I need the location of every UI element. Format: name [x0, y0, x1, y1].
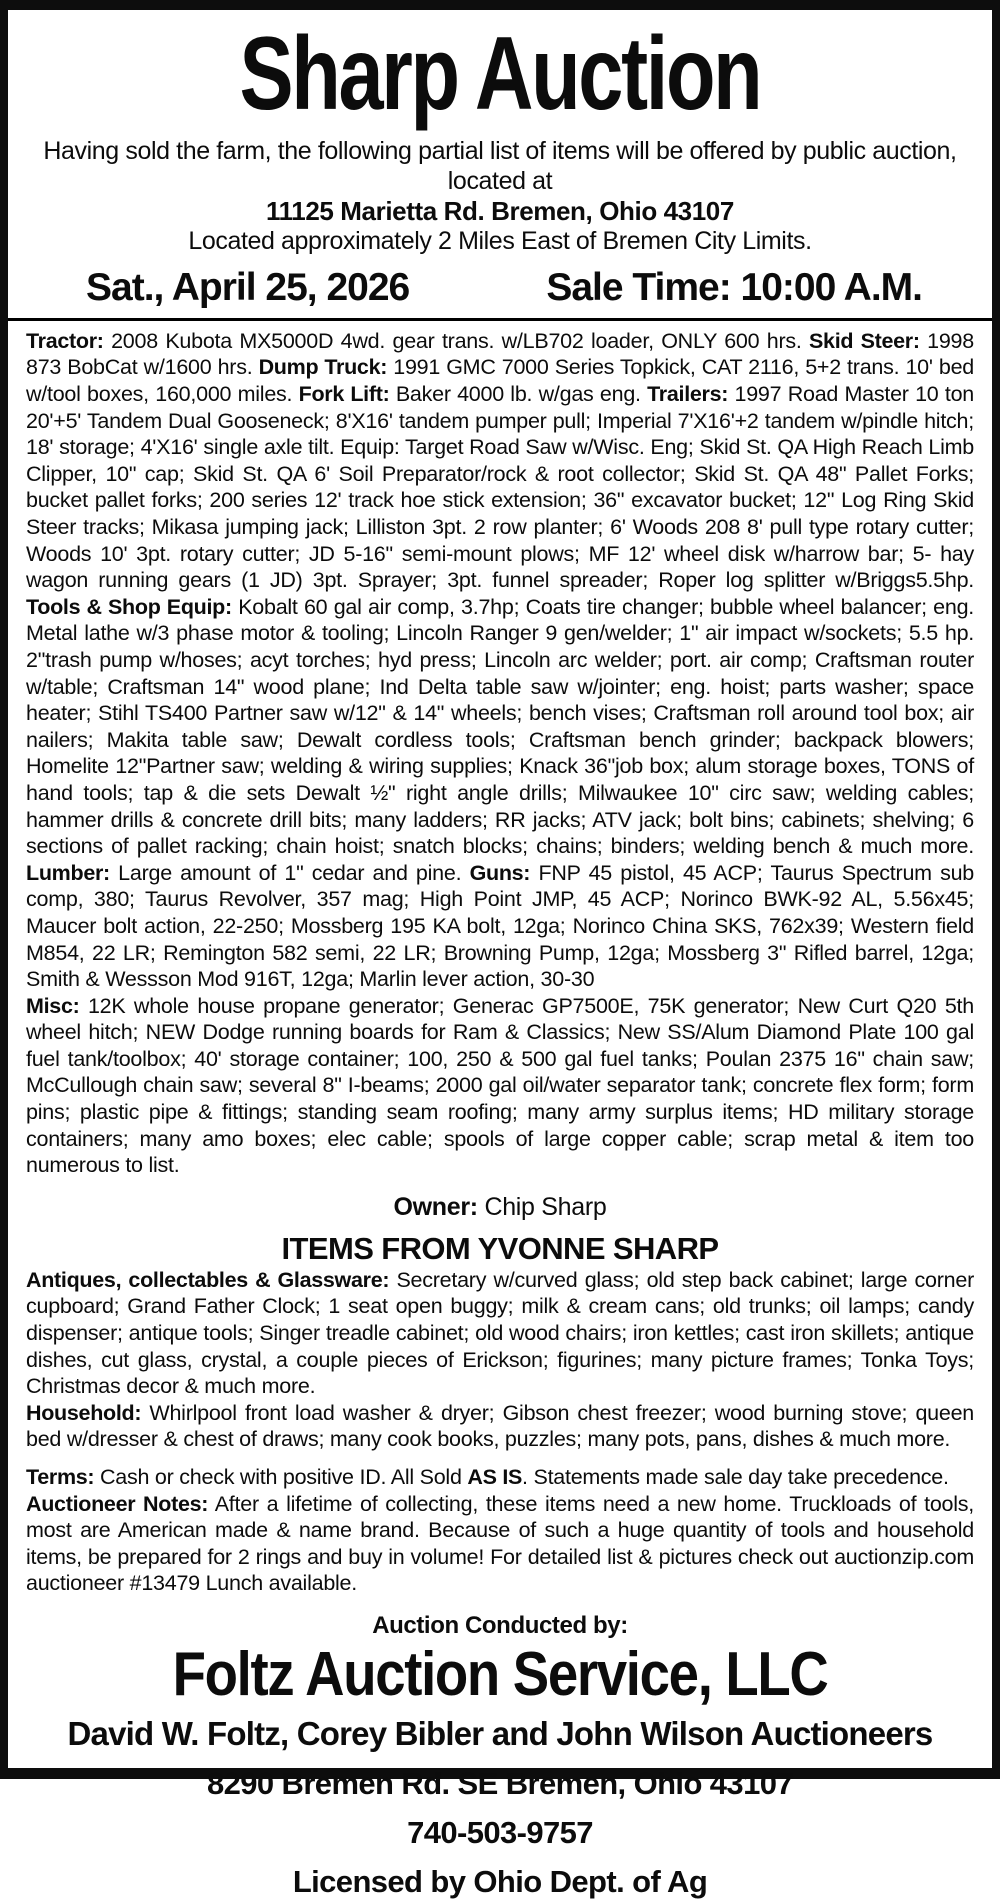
license-line: Licensed by Ohio Dept. of Ag: [292, 1864, 708, 1900]
intro-block: [26, 136, 974, 256]
footer: [26, 1639, 974, 1709]
sale-address: 11125 Marietta Rd. Bremen, Ohio 43107: [266, 196, 734, 226]
terms-paragraph: Terms: Cash or check with positive ID. All Sold AS IS. Statements made sale day take precedence.: [26, 1465, 949, 1489]
misc-listing-paragraph: Misc: 12K whole house propane generator; Generac GP7500E, 75K generator; New Curt Q20 5th wheel hitch; NEW Dodge running boards for Ram & Classics; New SS/Alum Diamond Plate 100 gal fuel tank/toolbox; 40' storage container; 100, 250 & 500 gal fuel tanks; Poulan 2375 16" chain saw; McCullough chain saw; several 8" I-beams; 2000 gal oil/water separator tank; concrete flex form; form pins; plastic pipe & fittings; standing seam roofing; many army surplus items; HD military storage containers; many amo boxes; elec cable; spools of large copper cable; scrap metal & item too numerous to list.: [26, 993, 974, 1178]
phone-number: 740-503-9757: [407, 1815, 593, 1851]
sale-date: Sat., April 25, 2026: [86, 266, 410, 309]
auctioneer-notes-paragraph: Auctioneer Notes: After a lifetime of collecting, these items need a new home. Truckloads of tools, most are American made & name brand. Because of such a huge quantity of tools and household items, be prepared for 2 rings and buy in volume! For detailed list & pictures check out auctionzip.com auctioneer #13479 Lunch available.: [26, 1491, 974, 1596]
antiques-paragraph: Antiques, collectables & Glassware: Secretary w/curved glass; old step back cabinet; large corner cupboard; Grand Father Clock; 1 seat open buggy; milk & cream cans; old trunks; oil lamps; candy dispenser; antique tools; Singer treadle cabinet; old wood chairs; iron kettles; cast iron skillets; antique dishes, cut glass, crystal, a couple pieces of Erickson; figurines; many picture frames; Tonka Toys; Christmas decor & much more.: [26, 1267, 975, 1399]
conducted-by-label: Auction Conducted by:: [372, 1611, 628, 1639]
date-row: [86, 266, 922, 311]
header: [26, 16, 974, 132]
page-title: Sharp Auction: [239, 16, 761, 132]
company-address: 8290 Bremen Rd. SE Bremen, Ohio 43107: [206, 1766, 793, 1802]
location-note: Located approximately 2 Miles East of Bremen City Limits.: [188, 227, 812, 255]
household-paragraph: Household: Whirlpool front load washer & dryer; Gibson chest freezer; wood burning stove; queen bed w/dresser & chest of draws; many cook books, puzzles; many pots, pans, dishes & much more.: [26, 1400, 974, 1452]
owner-line: Owner: Chip Sharp: [393, 1192, 607, 1221]
divider-rule: [8, 318, 992, 321]
main-listing-paragraph: Tractor: 2008 Kubota MX5000D 4wd. gear trans. w/LB702 loader, ONLY 600 hrs. Skid Steer: 1998 873 BobCat w/1600 hrs. Dump Truck: 1991 GMC 7000 Series Topkick, CAT 2116, 5+2 trans. 10' bed w/tool boxes, 160,000 miles. Fork Lift: Baker 4000 lb. w/gas eng. Trailers: 1997 Road Master 10 ton 20'+5' Tandem Dual Gooseneck; 8'X16' tandem pumper pull; Imperial 7'X16'+2 tandem w/pindle hitch; 18' storage; 4'X16' single axle tilt. Equip: Target Road Saw w/Wisc. Eng; Skid St. QA High Reach Limb Clipper, 10" cap; Skid St. QA 6' Soil Preparator/rock & root collector; Skid St. QA 48" Pallet Forks; bucket pallet forks; 200 series 12' track hoe stick extension; 36" excavator bucket; 12" Log Ring Skid Steer tracks; Mikasa jumping jack; Lilliston 3pt. 2 row planter; 6' Woods 208 8' pull type rotary cutter; Woods 10' 3pt. rotary cutter; JD 5-16" semi-mount plows; MF 12' wheel disk w/harrow bar; 5- hay wagon running gears (1 JD) 3pt. Sprayer; 3pt. funnel spreader; Roper log splitter w/Briggs5.5hp. Tools & Shop Equip: Kobalt 60 gal air comp, 3.7hp; Coats tire changer; bubble wheel balancer; eng. Metal lathe w/3 phase motor & tooling; Lincoln Ranger 9 gen/welder; 1" air impact w/sockets; 5.5 hp. 2"trash pump w/hoses; acyt torches; hyd press; Lincoln arc welder; port. air comp; Craftsman router w/table; Craftsman 14" wood plane; Ind Delta table saw w/jointer; eng. hoist; parts washer; space heater; Stihl TS400 Partner saw w/12" & 14" wheels; bench vises; Craftsman roll around tool box; air nailers; Makita table saw; Dewalt cordless tools; Craftsman bench grinder; backpack blowers; Homelite 12"Partner saw; welding & wiring supplies; Knack 36"job box; alum storage boxes, TONS of hand tools; tap & die sets Dewalt ½" right angle drills; Milwaukee 10" circ saw; welding cables; hammer drills & concrete drill bits; many ladders; RR jacks; ATV jack; bolt bins; cabinets; shelving; 6 sections of pallet racking; chain hoist; snatch blocks; chains; binders; welding bench & much more. Lumber: Large amount of 1" cedar and pine. Guns: FNP 45 pistol, 45 ACP; Taurus Spectrum sub comp, 380; Taurus Revolver, 357 mag; High Point JMP, 45 ACP; Norinco BWK-92 AL, 5.56x45; Maucer bolt action, 22-250; Mossberg 195 KA bolt, 12ga; Norinco China SKS, 762x39; Western field M854, 22 LR; Remington 582 semi, 22 LR; Browning Pump, 12ga; Mossberg 3" Rifled barrel, 12ga; Smith & Wessson Mod 916T, 12ga; Marlin lever action, 30-30: [26, 328, 975, 992]
intro-line: Having sold the farm, the following partial list of items will be offered by public auction, located at: [43, 137, 957, 195]
sale-time: Sale Time: 10:00 A.M.: [546, 266, 922, 309]
auction-company-name: Foltz Auction Service, LLC: [172, 1639, 828, 1709]
yvonne-section-heading: ITEMS FROM YVONNE SHARP: [281, 1230, 719, 1266]
auctioneers-line: David W. Foltz, Corey Bibler and John Wilson Auctioneers: [67, 1715, 933, 1753]
